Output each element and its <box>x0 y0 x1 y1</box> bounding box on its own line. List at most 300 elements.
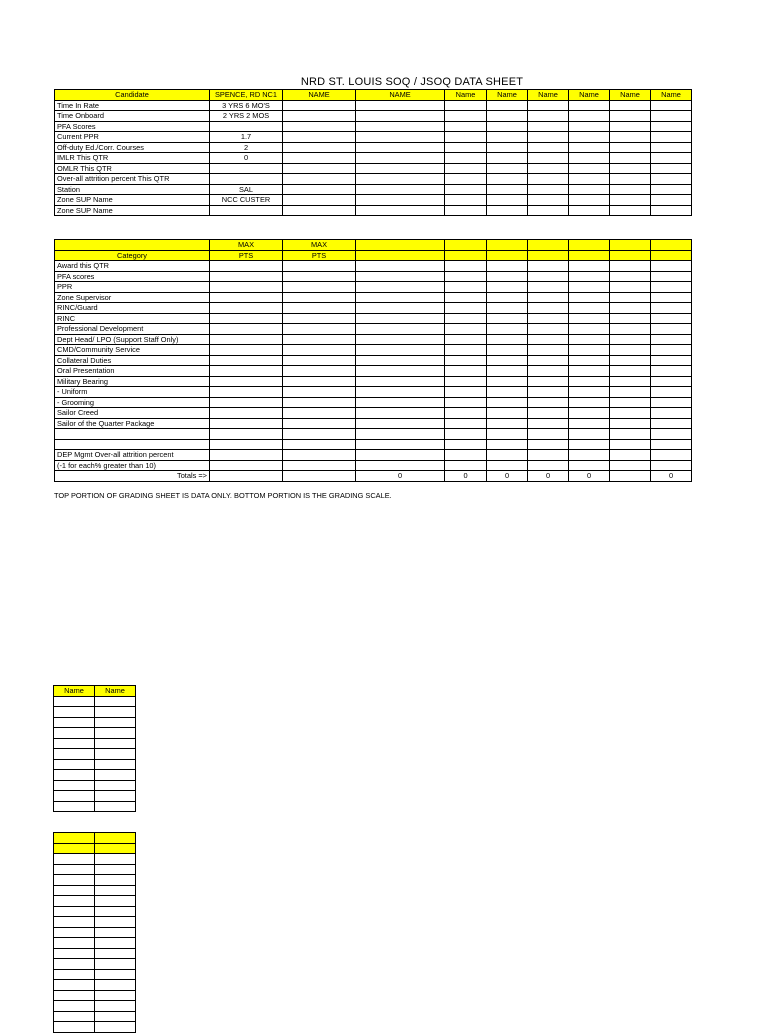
empty-cell <box>651 418 692 429</box>
row-label: Off-duty Ed./Corr. Courses <box>55 142 210 153</box>
empty-cell <box>356 121 445 132</box>
empty-cell <box>210 313 283 324</box>
empty-cell <box>651 313 692 324</box>
category-label: Dept Head/ LPO (Support Staff Only) <box>55 334 210 345</box>
candidate-name-header: Name <box>445 90 487 101</box>
empty-cell <box>356 376 445 387</box>
empty-cell <box>445 418 487 429</box>
grading-row <box>55 418 692 429</box>
empty-cell <box>528 132 569 143</box>
empty-cell <box>528 282 569 293</box>
empty-cell <box>651 303 692 314</box>
empty-cell <box>528 195 569 206</box>
data-row <box>55 205 692 216</box>
grading-header-cell <box>445 240 487 251</box>
grading-scale-table <box>54 239 692 482</box>
candidate-header: Candidate <box>55 90 210 101</box>
list-row <box>54 1022 136 1033</box>
empty-cell <box>528 387 569 398</box>
empty-cell <box>95 770 136 781</box>
empty-cell <box>95 927 136 938</box>
list-row <box>54 728 136 739</box>
empty-cell <box>54 969 95 980</box>
empty-cell <box>651 174 692 185</box>
empty-cell <box>445 100 487 111</box>
empty-cell <box>610 418 651 429</box>
empty-cell <box>610 282 651 293</box>
list-row <box>54 780 136 791</box>
list-row <box>54 980 136 991</box>
empty-cell <box>356 111 445 122</box>
empty-cell <box>651 142 692 153</box>
empty-cell <box>487 418 528 429</box>
grading-header-cell <box>610 240 651 251</box>
empty-cell <box>528 292 569 303</box>
candidate-name-header: Name <box>487 90 528 101</box>
empty-cell <box>54 959 95 970</box>
empty-cell <box>210 376 283 387</box>
empty-cell <box>95 696 136 707</box>
empty-cell <box>95 885 136 896</box>
empty-cell <box>356 132 445 143</box>
empty-cell <box>283 195 356 206</box>
empty-cell <box>610 271 651 282</box>
empty-cell <box>528 261 569 272</box>
empty-cell <box>610 111 651 122</box>
empty-cell <box>487 282 528 293</box>
empty-cell <box>528 355 569 366</box>
row-label: Zone SUP Name <box>55 195 210 206</box>
empty-cell <box>95 1022 136 1033</box>
empty-cell <box>210 324 283 335</box>
empty-cell <box>651 282 692 293</box>
list-row <box>54 791 136 802</box>
empty-cell <box>54 980 95 991</box>
empty-cell <box>569 195 610 206</box>
empty-cell <box>54 759 95 770</box>
grading-row <box>55 292 692 303</box>
empty-cell <box>445 439 487 450</box>
empty-cell <box>356 355 445 366</box>
header-row <box>54 833 136 844</box>
empty-cell <box>283 387 356 398</box>
empty-cell <box>528 153 569 164</box>
empty-cell <box>445 376 487 387</box>
empty-cell <box>651 355 692 366</box>
empty-cell <box>210 387 283 398</box>
list-row <box>54 738 136 749</box>
empty-cell <box>528 205 569 216</box>
empty-cell <box>487 408 528 419</box>
row-value <box>210 121 283 132</box>
list-row <box>54 770 136 781</box>
empty-cell <box>569 132 610 143</box>
list-row <box>54 990 136 1001</box>
empty-cell <box>487 460 528 471</box>
empty-cell <box>610 450 651 461</box>
empty-cell <box>210 450 283 461</box>
empty-cell <box>54 717 95 728</box>
empty-cell <box>487 334 528 345</box>
list-row <box>54 864 136 875</box>
empty-cell <box>445 121 487 132</box>
list-row <box>54 948 136 959</box>
empty-cell <box>356 429 445 440</box>
empty-cell <box>528 184 569 195</box>
empty-cell <box>356 163 445 174</box>
empty-cell <box>610 195 651 206</box>
empty-cell <box>651 450 692 461</box>
list-row <box>54 927 136 938</box>
category-label: Sailor of the Quarter Package <box>55 418 210 429</box>
empty-cell <box>528 142 569 153</box>
name-header <box>95 833 136 844</box>
empty-cell <box>283 366 356 377</box>
empty-cell <box>356 174 445 185</box>
category-label <box>55 429 210 440</box>
empty-cell <box>445 387 487 398</box>
empty-cell <box>95 938 136 949</box>
grading-header-cell <box>569 240 610 251</box>
empty-cell <box>95 906 136 917</box>
empty-cell <box>569 111 610 122</box>
empty-cell <box>528 271 569 282</box>
empty-cell <box>651 460 692 471</box>
grading-header-cell <box>651 250 692 261</box>
empty-cell <box>283 313 356 324</box>
empty-cell <box>487 100 528 111</box>
empty-cell <box>651 261 692 272</box>
empty-cell <box>569 121 610 132</box>
empty-cell <box>283 282 356 293</box>
row-value: 2 <box>210 142 283 153</box>
row-value <box>210 163 283 174</box>
empty-cell <box>95 969 136 980</box>
empty-cell <box>54 917 95 928</box>
empty-cell <box>610 334 651 345</box>
empty-cell <box>54 801 95 812</box>
category-label: DEP Mgmt Over-all attrition percent <box>55 450 210 461</box>
category-label: PFA scores <box>55 271 210 282</box>
empty-cell <box>54 770 95 781</box>
grading-header-cell: MAX <box>283 240 356 251</box>
empty-cell <box>487 313 528 324</box>
empty-cell <box>210 303 283 314</box>
empty-cell <box>528 163 569 174</box>
empty-cell <box>95 990 136 1001</box>
empty-cell <box>356 387 445 398</box>
empty-cell <box>210 261 283 272</box>
grading-row <box>55 408 692 419</box>
grading-row <box>55 429 692 440</box>
header-row <box>55 250 692 261</box>
grading-header-cell <box>528 240 569 251</box>
grading-header-cell: MAX <box>210 240 283 251</box>
category-label: Military Bearing <box>55 376 210 387</box>
empty-cell <box>445 163 487 174</box>
row-label: Time In Rate <box>55 100 210 111</box>
category-label: CMD/Community Service <box>55 345 210 356</box>
grading-row <box>55 345 692 356</box>
empty-cell <box>487 366 528 377</box>
empty-cell <box>445 345 487 356</box>
empty-cell <box>569 418 610 429</box>
empty-cell <box>210 271 283 282</box>
grading-row <box>55 324 692 335</box>
empty-cell <box>487 153 528 164</box>
total-value <box>283 471 356 482</box>
candidate-name-header: Name <box>651 90 692 101</box>
category-label: Professional Development <box>55 324 210 335</box>
empty-cell <box>356 334 445 345</box>
category-label: RINC <box>55 313 210 324</box>
empty-cell <box>445 271 487 282</box>
empty-cell <box>445 460 487 471</box>
empty-cell <box>528 324 569 335</box>
empty-cell <box>356 418 445 429</box>
empty-cell <box>487 303 528 314</box>
empty-cell <box>210 418 283 429</box>
empty-cell <box>651 121 692 132</box>
grading-header-cell <box>487 250 528 261</box>
empty-cell <box>283 132 356 143</box>
empty-cell <box>95 896 136 907</box>
totals-row <box>55 471 692 482</box>
empty-cell <box>54 791 95 802</box>
empty-cell <box>445 429 487 440</box>
row-value: SAL <box>210 184 283 195</box>
data-row <box>55 100 692 111</box>
empty-cell <box>651 132 692 143</box>
sheet-title: NRD ST. LOUIS SOQ / JSOQ DATA SHEET <box>300 76 524 88</box>
row-label: Current PPR <box>55 132 210 143</box>
empty-cell <box>610 100 651 111</box>
empty-cell <box>283 345 356 356</box>
empty-cell <box>283 111 356 122</box>
empty-cell <box>54 696 95 707</box>
empty-cell <box>651 439 692 450</box>
total-value <box>610 471 651 482</box>
empty-cell <box>651 376 692 387</box>
empty-cell <box>283 184 356 195</box>
empty-cell <box>569 142 610 153</box>
empty-cell <box>487 387 528 398</box>
empty-cell <box>95 980 136 991</box>
category-label: (-1 for each% greater than 10) <box>55 460 210 471</box>
candidate-name-header: SPENCE, RD NC1 <box>210 90 283 101</box>
empty-cell <box>356 292 445 303</box>
category-header: Category <box>55 250 210 261</box>
empty-cell <box>528 313 569 324</box>
empty-cell <box>487 261 528 272</box>
empty-cell <box>610 429 651 440</box>
empty-cell <box>569 184 610 195</box>
empty-cell <box>651 163 692 174</box>
total-value: 0 <box>487 471 528 482</box>
name-header: Name <box>54 686 95 697</box>
empty-cell <box>610 174 651 185</box>
header-row <box>54 843 136 854</box>
empty-cell <box>54 1011 95 1022</box>
empty-cell <box>610 439 651 450</box>
empty-cell <box>54 780 95 791</box>
empty-cell <box>610 205 651 216</box>
row-value <box>210 174 283 185</box>
empty-cell <box>651 111 692 122</box>
empty-cell <box>610 345 651 356</box>
empty-cell <box>283 397 356 408</box>
list-row <box>54 854 136 865</box>
empty-cell <box>95 1011 136 1022</box>
empty-cell <box>95 917 136 928</box>
empty-cell <box>610 408 651 419</box>
row-value: 3 YRS 6 MO'S <box>210 100 283 111</box>
grading-header-cell <box>445 250 487 261</box>
empty-cell <box>487 132 528 143</box>
empty-cell <box>528 174 569 185</box>
blank-header <box>54 843 95 854</box>
list-row <box>54 696 136 707</box>
empty-cell <box>210 282 283 293</box>
empty-cell <box>445 408 487 419</box>
empty-cell <box>528 366 569 377</box>
list-row <box>54 917 136 928</box>
empty-cell <box>528 439 569 450</box>
row-label: PFA Scores <box>55 121 210 132</box>
empty-cell <box>651 100 692 111</box>
empty-cell <box>54 707 95 718</box>
empty-cell <box>356 282 445 293</box>
list-row <box>54 1001 136 1012</box>
empty-cell <box>487 205 528 216</box>
empty-cell <box>356 366 445 377</box>
empty-cell <box>356 261 445 272</box>
data-row <box>55 142 692 153</box>
grading-row <box>55 355 692 366</box>
empty-cell <box>210 292 283 303</box>
empty-cell <box>528 334 569 345</box>
empty-cell <box>283 460 356 471</box>
empty-cell <box>487 184 528 195</box>
empty-cell <box>356 100 445 111</box>
empty-cell <box>54 896 95 907</box>
data-row <box>55 174 692 185</box>
empty-cell <box>210 429 283 440</box>
empty-cell <box>487 142 528 153</box>
empty-cell <box>445 397 487 408</box>
empty-cell <box>54 864 95 875</box>
empty-cell <box>445 282 487 293</box>
empty-cell <box>569 439 610 450</box>
empty-cell <box>569 408 610 419</box>
empty-cell <box>569 313 610 324</box>
empty-cell <box>487 376 528 387</box>
empty-cell <box>651 429 692 440</box>
empty-cell <box>610 132 651 143</box>
empty-cell <box>445 184 487 195</box>
empty-cell <box>356 271 445 282</box>
grading-row <box>55 334 692 345</box>
empty-cell <box>610 460 651 471</box>
category-label <box>55 439 210 450</box>
header-row <box>54 686 136 697</box>
list-row <box>54 969 136 980</box>
empty-cell <box>569 100 610 111</box>
empty-cell <box>651 205 692 216</box>
name-header: Name <box>95 686 136 697</box>
grading-header-cell <box>610 250 651 261</box>
category-label: - Uniform <box>55 387 210 398</box>
category-label: RINC/Guard <box>55 303 210 314</box>
empty-cell <box>95 728 136 739</box>
empty-cell <box>356 205 445 216</box>
empty-cell <box>528 376 569 387</box>
empty-cell <box>569 355 610 366</box>
empty-cell <box>283 418 356 429</box>
empty-cell <box>569 271 610 282</box>
data-row <box>55 121 692 132</box>
category-label: - Grooming <box>55 397 210 408</box>
empty-cell <box>651 366 692 377</box>
data-row <box>55 153 692 164</box>
empty-cell <box>283 271 356 282</box>
empty-cell <box>569 292 610 303</box>
candidate-data-table <box>54 89 692 216</box>
empty-cell <box>569 153 610 164</box>
empty-cell <box>95 759 136 770</box>
empty-cell <box>95 717 136 728</box>
empty-cell <box>356 153 445 164</box>
empty-cell <box>487 429 528 440</box>
empty-cell <box>283 450 356 461</box>
empty-cell <box>528 121 569 132</box>
empty-cell <box>283 355 356 366</box>
empty-cell <box>569 376 610 387</box>
empty-cell <box>283 100 356 111</box>
data-row <box>55 195 692 206</box>
empty-cell <box>54 749 95 760</box>
data-row <box>55 132 692 143</box>
grading-row <box>55 387 692 398</box>
empty-cell <box>283 292 356 303</box>
empty-cell <box>569 345 610 356</box>
category-label: Zone Supervisor <box>55 292 210 303</box>
empty-cell <box>445 334 487 345</box>
row-value: NCC CUSTER <box>210 195 283 206</box>
total-value: 0 <box>569 471 610 482</box>
empty-cell <box>283 205 356 216</box>
empty-cell <box>283 303 356 314</box>
empty-cell <box>569 334 610 345</box>
row-value: 0 <box>210 153 283 164</box>
empty-cell <box>528 429 569 440</box>
data-row <box>55 111 692 122</box>
row-label: Over-all attrition percent This QTR <box>55 174 210 185</box>
grading-row <box>55 439 692 450</box>
empty-cell <box>487 324 528 335</box>
row-value: 1.7 <box>210 132 283 143</box>
empty-cell <box>95 707 136 718</box>
empty-cell <box>356 397 445 408</box>
empty-cell <box>95 738 136 749</box>
grading-row <box>55 450 692 461</box>
empty-cell <box>569 397 610 408</box>
empty-cell <box>283 174 356 185</box>
empty-cell <box>95 959 136 970</box>
empty-cell <box>487 355 528 366</box>
empty-cell <box>651 292 692 303</box>
empty-cell <box>610 355 651 366</box>
